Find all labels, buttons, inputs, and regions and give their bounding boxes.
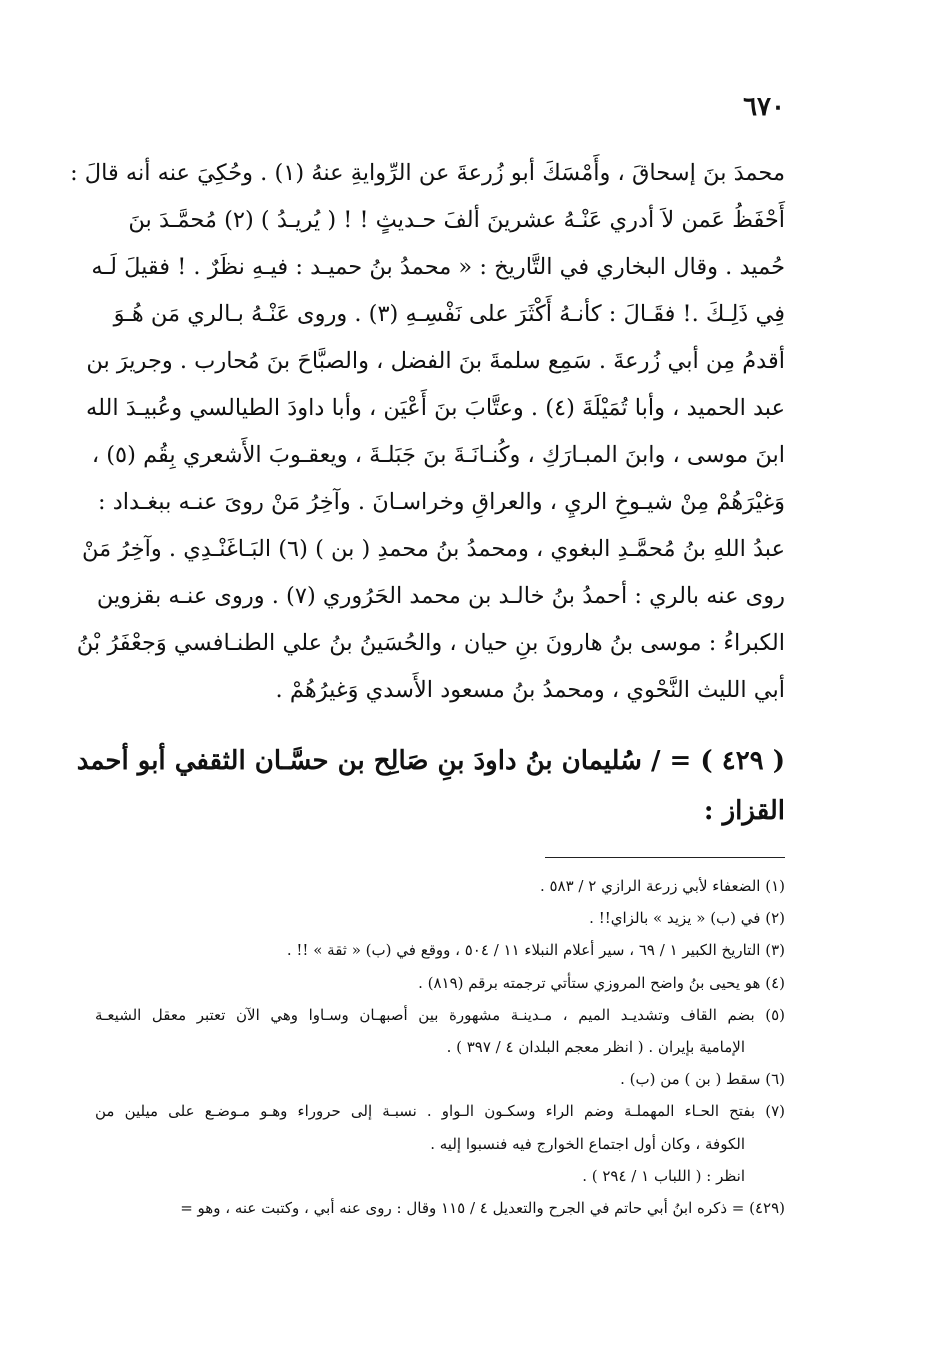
footnote-line: (١) الضعفاء لأبي زرعة الرازي ٢ / ٥٨٣ . (539, 877, 785, 895)
footnote-line: الكوفة ، وكان أول اجتماع الخوارج فيه فنسبوا إليه . (430, 1134, 745, 1153)
footnote-line: انظر : ( اللباب ١ / ٢٩٤ ) . (582, 1166, 745, 1185)
footnote-line: (٢) في (ب) « يزيد » بالزاي!! . (589, 909, 785, 928)
main-text-line: الكبراءُ : موسى بنُ هارونَ بنِ حيان ، والحُسَينُ بنُ علي الطنـافسي وَجعْفَرُ بْنُ (76, 630, 785, 656)
main-text-block (70, 150, 785, 714)
footnote-line: (٤٢٩) = ذكره ابنُ أبي حاتم في الجرح والتعديل ٤ / ١١٥ وقال : روى عنه أبي ، وكتبت عنه ، وهو = (180, 1198, 785, 1217)
main-text-line: فِي ذَلِـكَ .! فقَـالَ : كأنـهُ أَكْثَرَ على نَفْسِـهِ (٣) . وروى عَنْـهُ بـالري مَن هُـوَ (113, 301, 785, 327)
footnote-line: الإمامية بإيران . ( انظر معجم البلدان ٤ / ٣٩٧ ) . (446, 1037, 745, 1056)
entry-heading (76, 736, 785, 836)
main-text-line: وَغيْرَهُمْ مِنْ شيـوخِ الريِ ، والعراقِ وخراسـانَ . وآخِرُ مَنْ روىَ عنـه ببغـداد : (98, 489, 785, 515)
footnote-line: (٥) بضم القاف وتشديـد الميم ، مـدينـة مشهورة بين أصبهـان وسـاوا وهي الآن تعتبر معقل الشيعـة (95, 1005, 785, 1024)
footnotes-block (95, 870, 785, 1224)
main-text-line: ابنَ موسى ، وابنَ المبـارَكِ ، وكُنـانَـةَ بنَ جَبَلـةَ ، ويعقـوبَ الأَشعري بِقُم (٥) ، (91, 442, 785, 468)
main-text-line: عبد الحميد ، وأبا تُمَيْلَةَ (٤) . وعتَّابَ بنَ أَعْيَن ، وأبا داودَ الطيالسي وعُبيـدَ الله (86, 395, 785, 421)
main-text-line: حُميد . وقال البخاري في التَّاريخ : « محمدُ بنُ حميـد : فيـهِ نظَرٌ . ! فقيلَ لَـه (91, 254, 785, 280)
entry-heading-line: القزاز : (703, 796, 785, 826)
footnote-line: (٤) هو يحيى بنُ واضح المروزي ستأتي ترجمته برقم (٨١٩) . (418, 973, 785, 992)
main-text-line: أبي الليث النَّحْوي ، ومحمدُ بنُ مسعود الأَسدي وَغيرُهُمْ . (275, 677, 785, 703)
footnote-line: (٣) التاريخ الكبير ١ / ٦٩ ، سير أعلام النبلاء ١١ / ٥٠٤ ، ووقع في (ب) « ثقة » !! . (286, 941, 785, 960)
main-text-line: محمدَ بنَ إسحاقَ ، وأَمْسَكَ أبو زُرعةَ عن الرِّوايةِ عنهُ (١) . وحُكِيَ عنه أنه قالَ : (70, 160, 785, 186)
footnote-line: (٧) بفتح الحـاء المهملـة وضم الراء وسكـون الـواو . نسبـة إلى حروراء وهـو مـوضـع على ميلين من (95, 1102, 785, 1121)
main-text-line: روى عنه بالري : أحمدُ بنُ خالـد بن محمد الحَرُوري (٧) . وروى عنـه بقزوين (96, 583, 785, 609)
main-text-line: أَحْفَظُ عَمن لاَ أدري عَنْـهُ عشرينَ ألفَ حـديثٍ ! ! ( يُريـدُ ) (٢) مُحمَّـدَ بنَ (128, 207, 785, 233)
entry-heading-line: ( ٤٢٩ ) = / سُليمان بنُ داودَ بنِ صَالِح بن حسَّـان الثقفي أبو أحمد (76, 746, 785, 776)
footnote-separator (545, 857, 785, 858)
footnote-line: (٦) سقط ( بن ) من (ب) . (620, 1070, 785, 1089)
main-text-line: أقدمُ مِن أبي زُرعةَ . سَمِع سلمةَ بنَ الفضل ، والصبَّاحَ بنَ مُحارب . وجريرَ بن (86, 348, 785, 374)
page-number: ٦٧٠ (743, 92, 785, 122)
main-text-line: عبدُ اللهِ بنُ مُحمَّـدِ البغوي ، ومحمدُ بنُ محمدِ ( بن ) (٦) البَـاغَنْـدِي . وآخِرُ مَنْ (81, 536, 785, 562)
